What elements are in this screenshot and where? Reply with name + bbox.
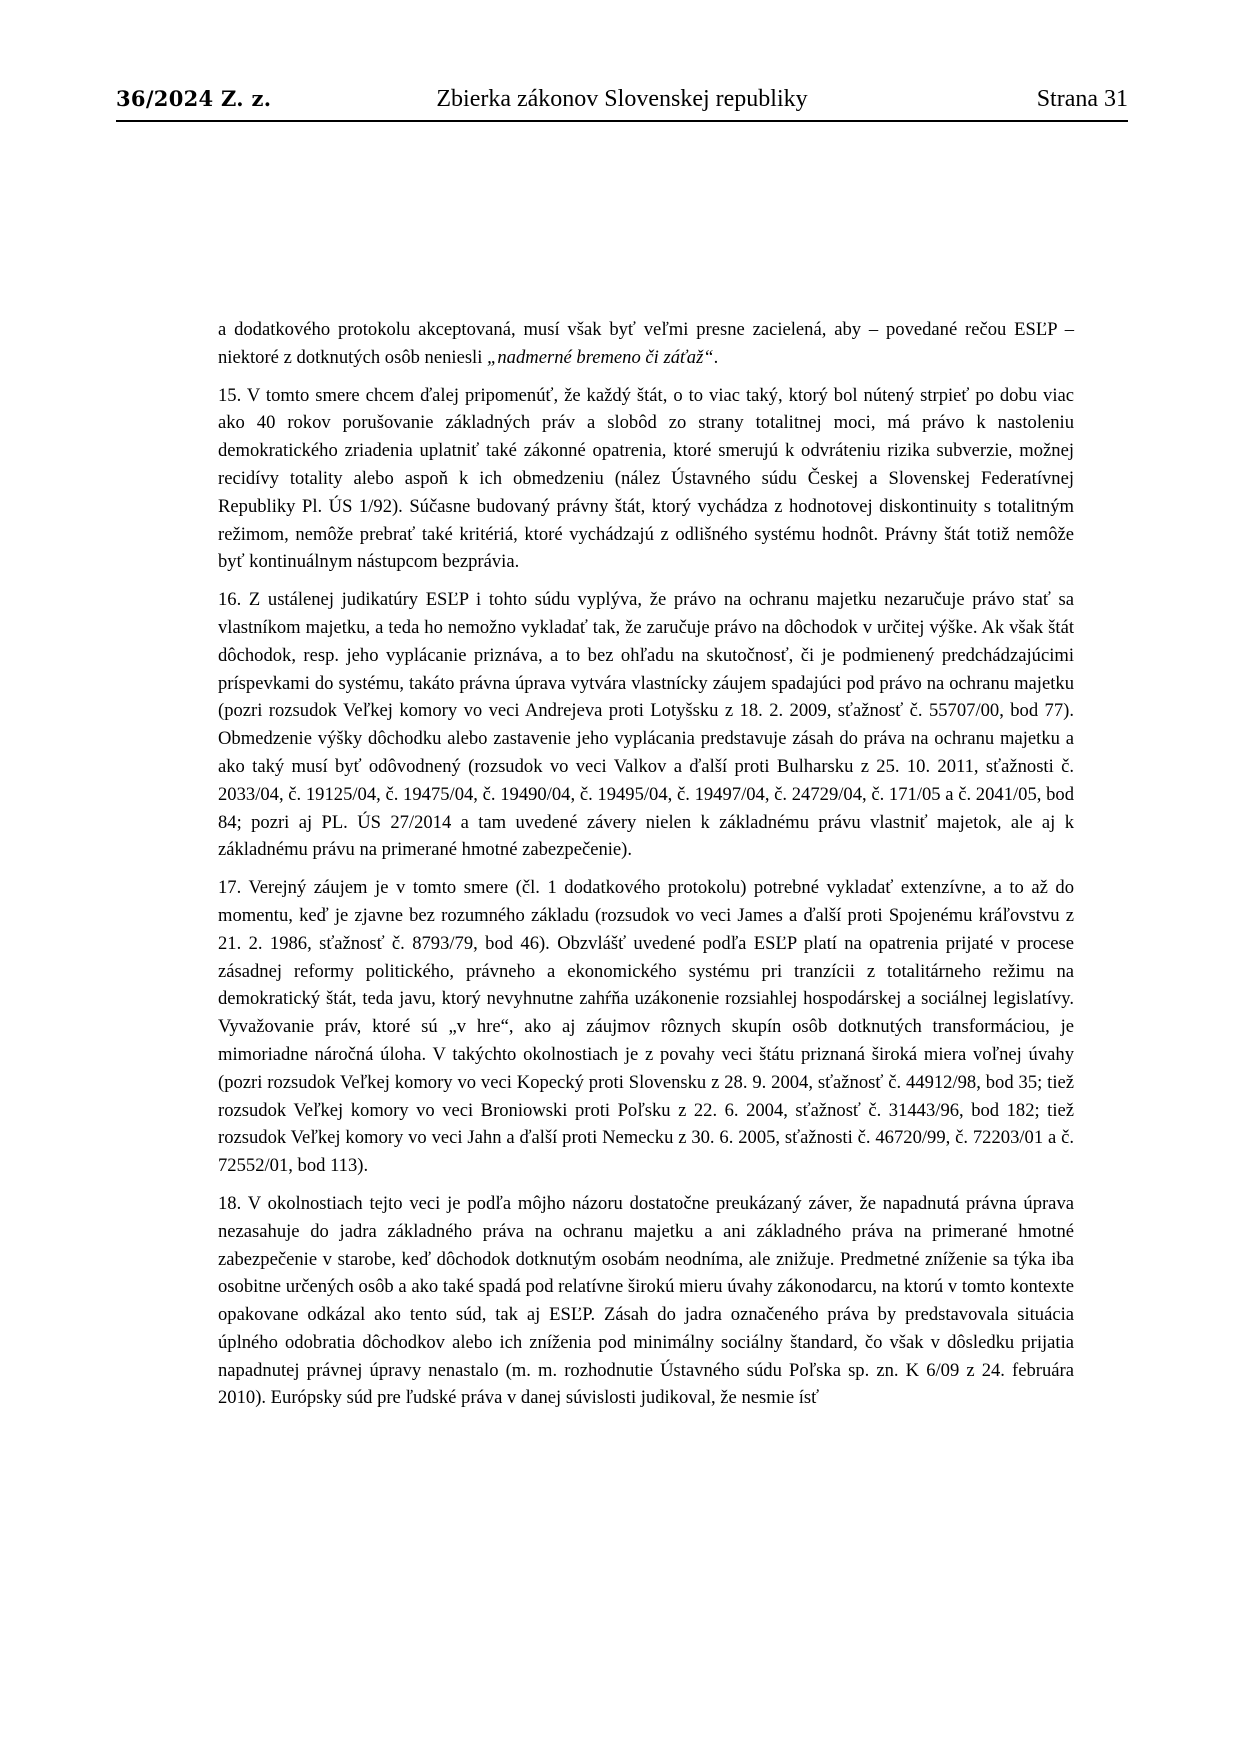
paragraph-text: a dodatkového protokolu akceptovaná, musí však byť veľmi presne zacielená, aby – povedané rečou ESĽP – niektoré z dotknutých osôb neniesli [218,319,1074,368]
quoted-phrase: „nadmerné bremeno či záťaž“ [487,346,714,368]
running-header [116,82,1128,122]
paragraph-continuation [218,316,1074,372]
page-number: Strana 31 [1036,86,1128,112]
paragraph-tail: . [713,346,719,368]
body-text [218,316,1074,1422]
paragraph-18: 18. V okolnostiach tejto veci je podľa môjho názoru dostatočne preukázaný záver, že napadnutá právna úprava nezasahuje do jadra základného práva na ochranu majetku a ani základného práva na primerané hmotné zabezpečenie v starobe, keď dôchodok dotknutým osobám neodníma, ale znižuje. Predmetné zníženie sa týka iba osobitne určených osôb a ako také spadá pod relatívne širokú mieru úvahy zákonodarcu, na ktorú v tomto kontexte opakovane odkázal ako tento súd, tak aj ESĽP. Zásah do jadra označeného práva by predstavovala situácia úplného odobratia dôchodkov alebo ich zníženia pod minimálny sociálny štandard, čo však v dôsledku prijatia napadnutej právnej úpravy nenastalo (m. m. rozhodnutie Ústavného súdu Poľska sp. zn. K 6/09 z 24. februára 2010). Európsky súd pre ľudské práva v danej súvislosti judikoval, že nesmie ísť [218,1192,1074,1409]
paragraph-16: 16. Z ustálenej judikatúry ESĽP i tohto súdu vyplýva, že právo na ochranu majetku nezaručuje právo stať sa vlastníkom majetku, a teda ho nemožno vykladať tak, že zaručuje právo na dôchodok v určitej výške. Ak však štát dôchodok, resp. jeho vyplácanie priznáva, a to bez ohľadu na skutočnosť, či je podmienený predchádzajúcimi príspevkami do systému, takáto právna úprava vytvára vlastnícky záujem spadajúci pod právo na ochranu majetku (pozri rozsudok Veľkej komory vo veci Andrejeva proti Lotyšsku z 18. 2. 2009, sťažnosť č. 55707/00, bod 77). Obmedzenie výšky dôchodku alebo zastavenie jeho vyplácania predstavuje zásah do práva na ochranu majetku a ako taký musí byť odôvodnený (rozsudok vo veci Valkov a ďalší proti Bulharsku z 25. 10. 2011, sťažnosti č. 2033/04, č. 19125/04, č. 19475/04, č. 19490/04, č. 19495/04, č. 19497/04, č. 24729/04, č. 171/05 a č. 2041/05, bod 84; pozri aj PL. ÚS 27/2014 a tam uvedené závery nielen k základnému právu vlastniť majetok, ale aj k základnému právu na primerané hmotné zabezpečenie). [218,589,1074,861]
paragraph-17: 17. Verejný záujem je v tomto smere (čl. 1 dodatkového protokolu) potrebné vykladať extenzívne, a to až do momentu, keď je zjavne bez rozumného základu (rozsudok vo veci James a ďalší proti Spojenému kráľovstvu z 21. 2. 1986, sťažnosť č. 8793/79, bod 46). Obzvlášť uvedené podľa ESĽP platí na opatrenia prijaté v procese zásadnej reformy politického, právneho a ekonomického systému pri tranzícii z totalitárneho režimu na demokratický štát, teda javu, ktorý nevyhnutne zahŕňa uzákonenie rozsiahlej hospodárskej a sociálnej legislatívy. Vyvažovanie práv, ktoré sú „v hre“, ako aj záujmov rôznych skupín osôb dotknutých transformáciou, je mimoriadne náročná úloha. V takýchto okolnostiach je z povahy veci štátu priznaná široká miera voľnej úvahy (pozri rozsudok Veľkej komory vo veci Kopecký proti Slovensku z 28. 9. 2004, sťažnosť č. 44912/98, bod 35; tiež rozsudok Veľkej komory vo veci Broniowski proti Poľsku z 22. 6. 2004, sťažnosť č. 31443/96, bod 182; tiež rozsudok Veľkej komory vo veci Jahn a ďalší proti Nemecku z 30. 6. 2005, sťažnosti č. 46720/99, č. 72203/01 a č. 72552/01, bod 113). [218,877,1074,1177]
paragraph-15: 15. V tomto smere chcem ďalej pripomenúť, že každý štát, o to viac taký, ktorý bol nútený strpieť po dobu viac ako 40 rokov porušovanie základných práv a slobôd zo strany totalitnej moci, má právo k nastoleniu demokratického zriadenia uplatniť také zákonné opatrenia, ktoré smerujú k odvráteniu rizika subverzie, možnej recidívy totality alebo aspoň k ich obmedzeniu (nález Ústavného súdu Českej a Slovenskej Federatívnej Republiky Pl. ÚS 1/92). Súčasne budovaný právny štát, ktorý vychádza z hodnotovej diskontinuity s totalitným režimom, nemôže prebrať také kritériá, ktoré vychádzajú z odlišného systému hodnôt. Právny štát totiž nemôže byť kontinuálnym nástupcom bezprávia. [218,384,1074,573]
issue-number: 36/2024 Z. z. [116,86,272,111]
publication-title: Zbierka zákonov Slovenskej republiky [436,86,808,112]
